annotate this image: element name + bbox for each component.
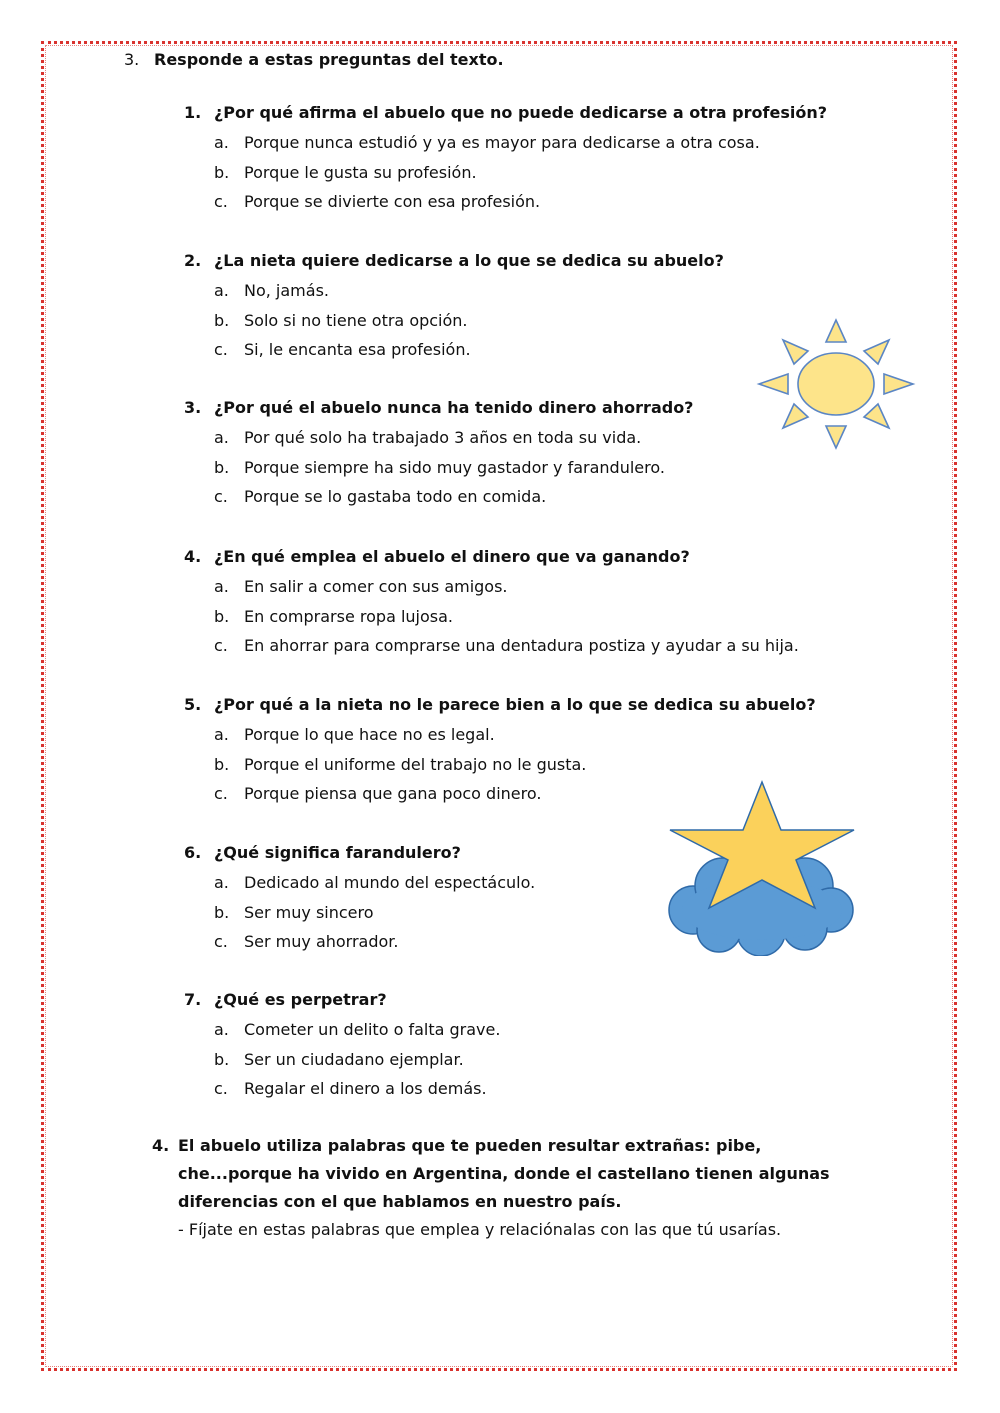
option-letter: b. [214,902,230,922]
section-3-heading [124,50,504,69]
option-a[interactable] [184,128,884,158]
option-text: En salir a comer con sus amigos. [244,577,508,596]
option-a[interactable] [184,276,884,306]
option-text: Ser un ciudadano ejemplar. [244,1049,464,1069]
question-number: 7. [184,990,202,1009]
question-text [184,542,884,572]
option-a[interactable] [184,720,884,750]
option-b[interactable] [184,158,884,188]
option-letter: c. [214,192,228,211]
option-text: En ahorrar para comprarse una dentadura postiza y ayudar a su hija. [244,636,799,655]
question-label: ¿En qué emplea el abuelo el dinero que va ganando? [214,547,690,566]
option-letter: a. [214,1020,229,1039]
section-4-instruction: - Fíjate en estas palabras que emplea y relaciónalas con las que tú usarías. [178,1220,782,1239]
option-text: Porque nunca estudió y ya es mayor para dedicarse a otra cosa. [244,133,760,152]
option-text: Porque piensa que gana poco dinero. [244,784,542,803]
option-letter: b. [214,457,230,477]
option-text: En comprarse ropa lujosa. [244,606,453,626]
question-text [184,246,884,276]
sun-ray-right [884,374,913,394]
option-a[interactable] [184,572,884,602]
option-letter: c. [214,636,228,655]
question-text [184,838,644,868]
option-a[interactable] [184,1015,884,1045]
question-label: ¿Qué significa farandulero? [214,843,461,862]
question-number: 6. [184,843,202,862]
question-label: ¿La nieta quiere dedicarse a lo que se dedica su abuelo? [214,251,724,270]
option-c[interactable] [184,631,884,661]
option-text: Porque siempre ha sido muy gastador y farandulero. [244,457,665,477]
sun-icon [756,318,916,450]
option-b[interactable] [184,898,644,928]
option-text: Regalar el dinero a los demás. [244,1079,487,1098]
section-4-line-2: che...porque ha vivido en Argentina, donde el castellano tienen algunas [178,1164,830,1183]
option-letter: c. [214,487,228,506]
option-text: Ser muy ahorrador. [244,932,399,951]
option-letter: b. [214,754,230,774]
option-text: Dedicado al mundo del espectáculo. [244,873,536,892]
question-text [184,690,884,720]
option-letter: c. [214,1079,228,1098]
question-number: 1. [184,103,202,122]
option-letter: a. [214,577,229,596]
section-4-text: El abuelo utiliza palabras que te pueden resultar extrañas: pibe, [178,1136,762,1155]
option-letter: b. [214,1049,230,1069]
option-text: Solo si no tiene otra opción. [244,310,468,330]
option-text: Si, le encanta esa profesión. [244,340,471,359]
section-4-number: 4. [152,1136,170,1155]
sun-ray-top-right [864,340,889,364]
option-text: Porque se lo gastaba todo en comida. [244,487,547,506]
sun-ray-top [826,320,846,342]
section-3-title: Responde a estas preguntas del texto. [154,50,504,69]
option-letter: a. [214,725,229,744]
option-c[interactable] [184,187,884,217]
question-1 [184,98,884,217]
option-letter: a. [214,428,229,447]
option-text: Porque le gusta su profesión. [244,162,477,182]
question-number: 5. [184,695,202,714]
question-number: 3. [184,398,202,417]
option-b[interactable] [184,1045,884,1075]
option-c[interactable] [184,482,884,512]
question-7 [184,985,884,1104]
question-6 [184,838,644,957]
option-letter: b. [214,310,230,330]
sun-core [798,353,874,415]
question-label: ¿Qué es perpetrar? [214,990,387,1009]
star-on-cloud-icon [665,778,860,956]
option-text: Cometer un delito o falta grave. [244,1020,501,1039]
section-4-line-3: diferencias con el que hablamos en nuestro país. [178,1192,622,1211]
option-text: No, jamás. [244,281,329,300]
option-letter: a. [214,281,229,300]
option-a[interactable] [184,868,644,898]
option-b[interactable] [184,453,884,483]
option-b[interactable] [184,602,884,632]
question-label: ¿Por qué a la nieta no le parece bien a lo que se dedica su abuelo? [214,695,816,714]
question-number: 4. [184,547,202,566]
section-4-line-1 [152,1132,852,1160]
option-letter: b. [214,162,230,182]
option-letter: a. [214,873,229,892]
cloud-fill [682,880,842,940]
option-text: Por qué solo ha trabajado 3 años en toda su vida. [244,428,642,447]
sun-ray-bottom-right [864,404,889,428]
option-text: Porque se divierte con esa profesión. [244,192,541,211]
question-label: ¿Por qué afirma el abuelo que no puede dedicarse a otra profesión? [214,103,827,122]
option-letter: c. [214,340,228,359]
question-text [184,985,884,1015]
option-text: Porque el uniforme del trabajo no le gusta. [244,754,587,774]
option-c[interactable] [184,927,644,957]
section-4 [152,1132,852,1244]
question-4 [184,542,884,661]
option-c[interactable] [184,1074,884,1104]
option-text: Porque lo que hace no es legal. [244,725,495,744]
sun-ray-bottom [826,426,846,448]
option-letter: a. [214,133,229,152]
option-letter: c. [214,932,228,951]
sun-ray-left [759,374,788,394]
option-b[interactable] [184,750,884,780]
section-3-number: 3. [124,50,140,69]
option-text: Ser muy sincero [244,902,374,922]
question-text [184,98,884,128]
option-letter: c. [214,784,228,803]
option-letter: b. [214,606,230,626]
sun-ray-bottom-left [783,404,808,428]
question-label: ¿Por qué el abuelo nunca ha tenido dinero ahorrado? [214,398,694,417]
sun-ray-top-left [783,340,808,364]
question-number: 2. [184,251,202,270]
